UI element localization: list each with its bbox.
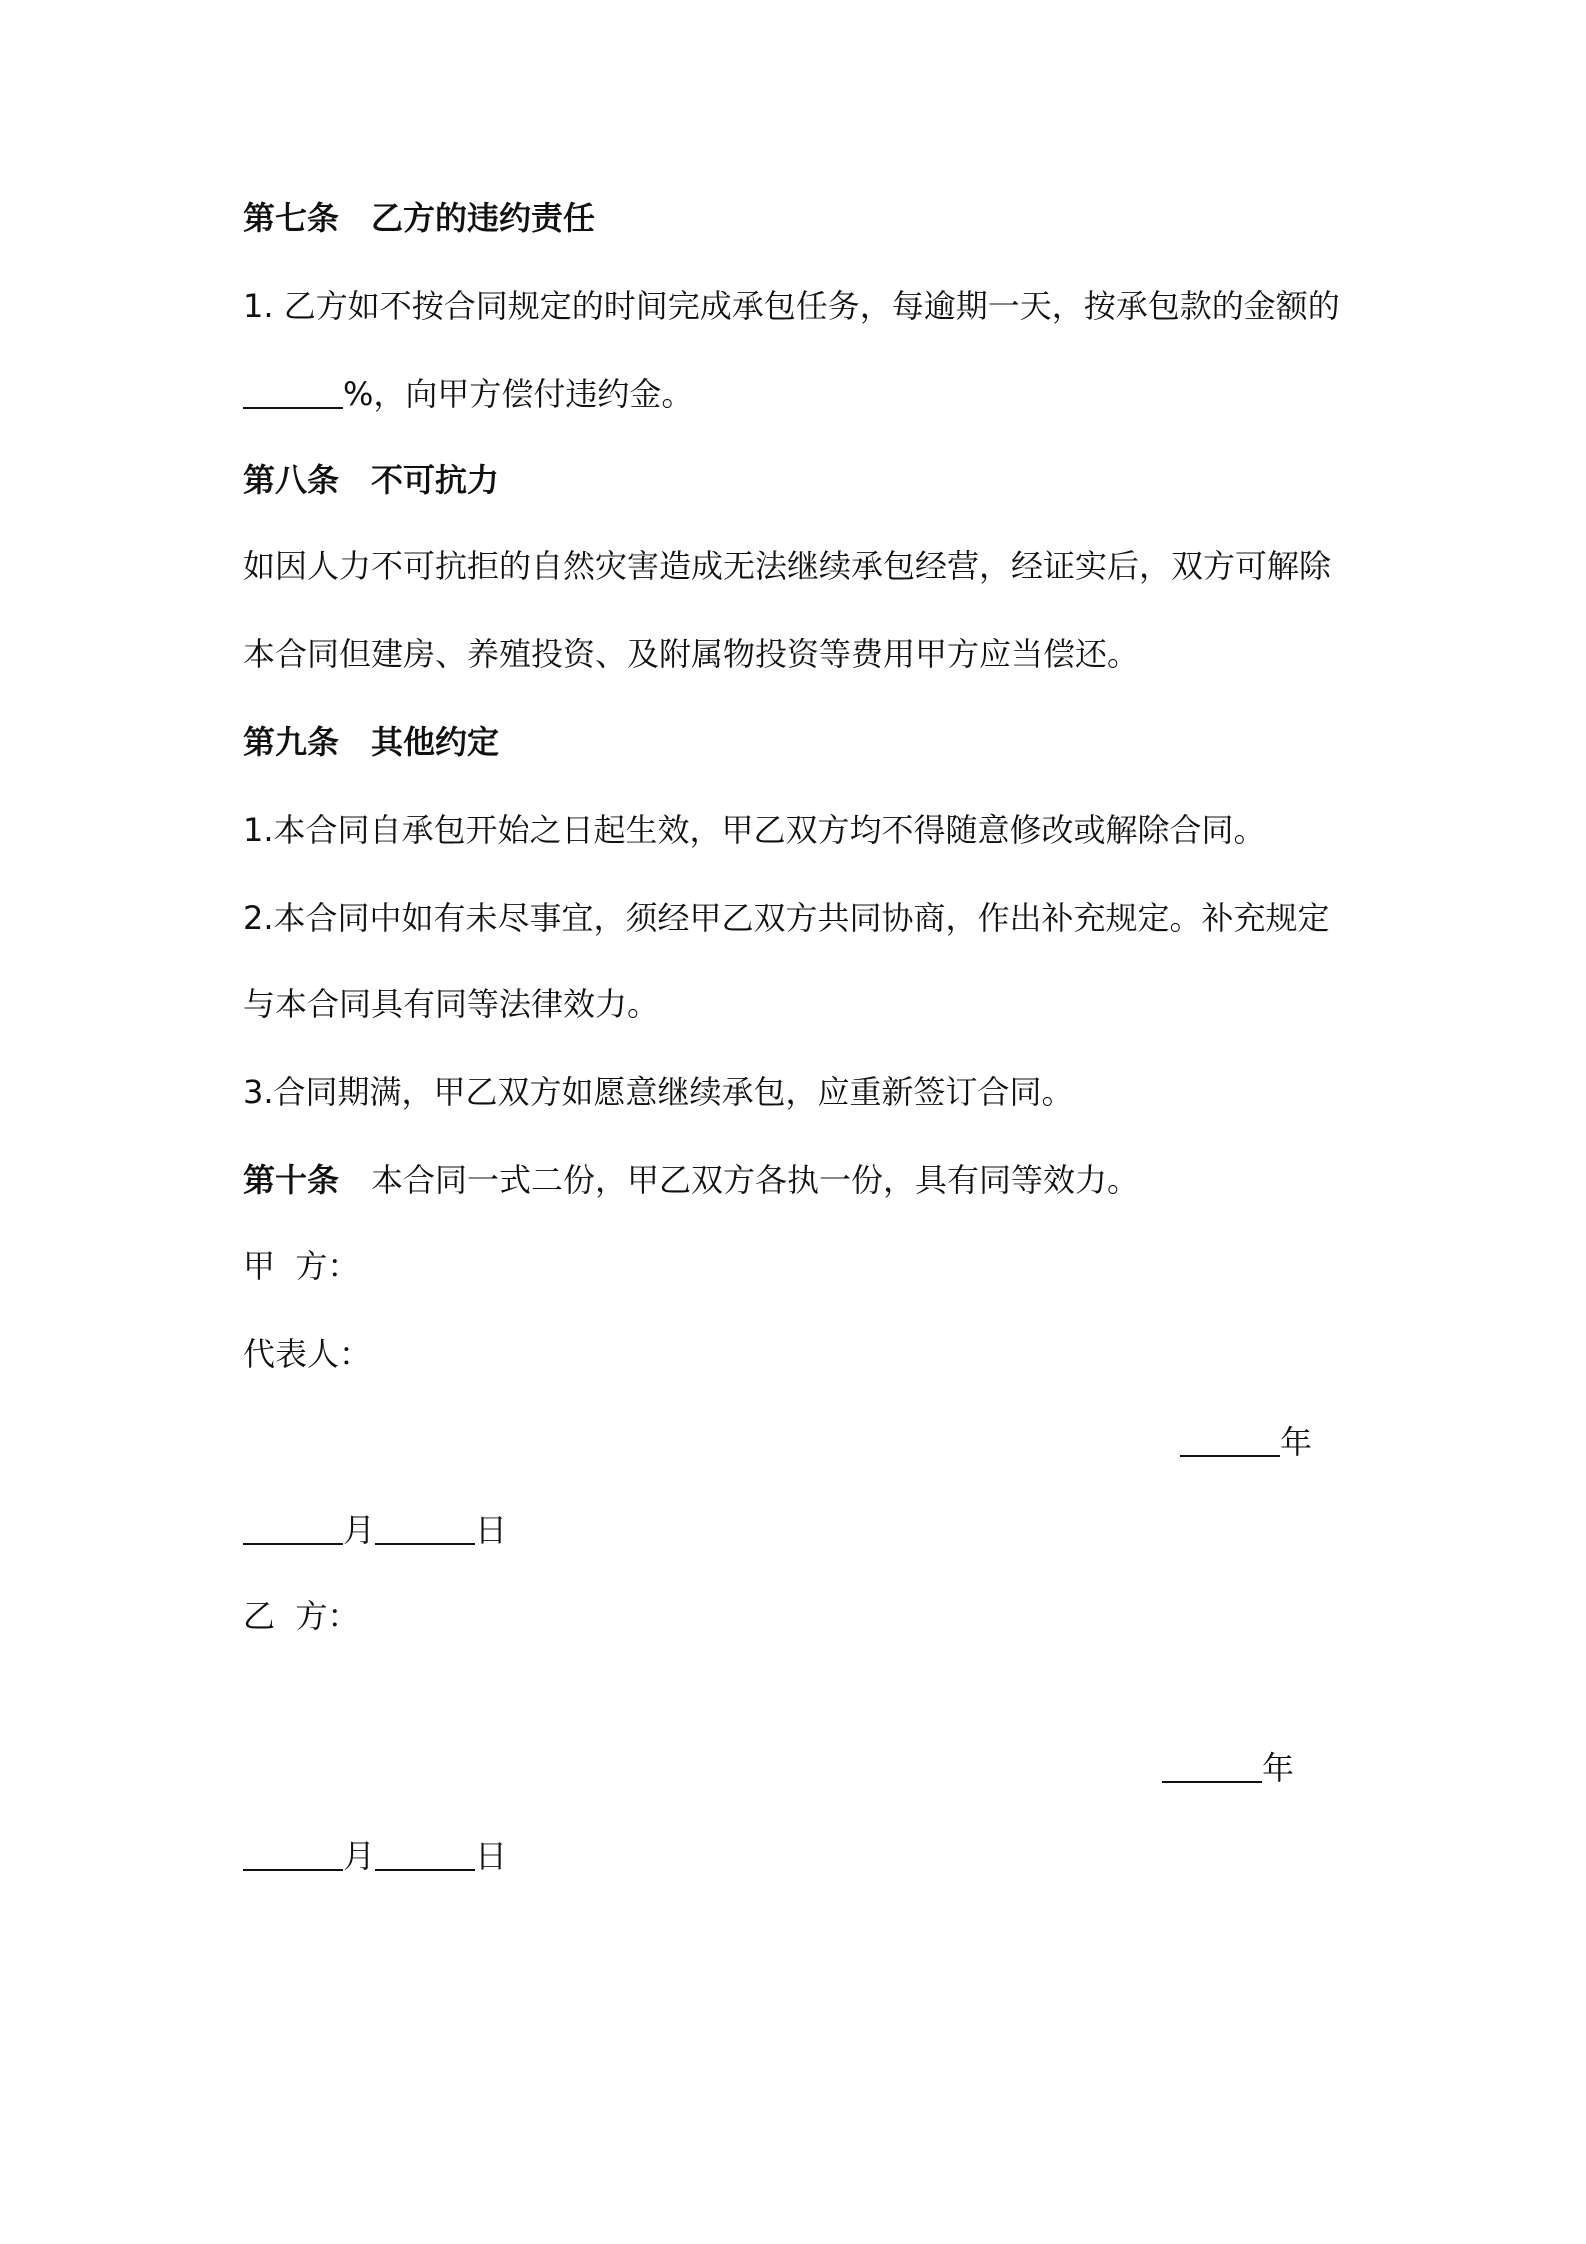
party-b-label: 乙 方：: [243, 1597, 360, 1635]
party-a-representative-label: 代表人：: [243, 1335, 372, 1373]
article-7-number: 第七条: [243, 199, 340, 237]
party-a-month-day-line: [243, 1510, 507, 1550]
party-a-year-label: 年: [1280, 1423, 1313, 1461]
article-9-item-2-line-1: 2.本合同中如有未尽事宜，须经甲乙双方共同协商，作出补充规定。补充规定: [243, 899, 1330, 937]
party-a-month-blank: [243, 1513, 343, 1545]
article-9-number: 第九条: [243, 723, 340, 761]
article-9-title: 其他约定: [371, 723, 500, 761]
article-8-line-2: 本合同但建房、养殖投资、及附属物投资等费用甲方应当偿还。: [243, 635, 1140, 673]
article-7-title: 乙方的违约责任: [371, 199, 596, 237]
article-7-heading: [243, 198, 595, 238]
article-9-item-3: 3.合同期满，甲乙双方如愿意继续承包，应重新签订合同。: [243, 1073, 1074, 1111]
penalty-rate-blank: [243, 377, 343, 409]
party-b-month-day-line: [243, 1836, 507, 1876]
party-a-label: 甲 方：: [243, 1247, 360, 1285]
article-7-paragraph-line-2-text: %，向甲方偿付违约金。: [343, 375, 694, 413]
party-b-year-label: 年: [1262, 1749, 1295, 1787]
party-a-year-line: [1180, 1422, 1312, 1462]
article-7-paragraph-line-2: [243, 374, 693, 414]
party-b-day-label: 日: [475, 1837, 508, 1875]
party-a-day-blank: [375, 1513, 475, 1545]
article-8-line-1: 如因人力不可抗拒的自然灾害造成无法继续承包经营，经证实后，双方可解除: [243, 547, 1332, 585]
party-b-day-blank: [375, 1839, 475, 1871]
party-a-month-label: 月: [343, 1511, 376, 1549]
article-8-title: 不可抗力: [371, 461, 500, 499]
article-7-paragraph-line-1: 1. 乙方如不按合同规定的时间完成承包任务，每逾期一天，按承包款的金额的: [243, 287, 1340, 325]
article-10-number: 第十条: [243, 1161, 340, 1199]
article-10-line: [243, 1160, 1139, 1200]
party-a-day-label: 日: [475, 1511, 508, 1549]
article-9-item-2-line-2: 与本合同具有同等法律效力。: [243, 985, 660, 1023]
article-8-heading: [243, 460, 499, 500]
party-b-year-line: [1162, 1748, 1294, 1788]
party-b-year-blank: [1162, 1751, 1262, 1783]
article-9-heading: [243, 722, 499, 762]
party-b-month-blank: [243, 1839, 343, 1871]
article-10-text: 本合同一式二份，甲乙双方各执一份，具有同等效力。: [371, 1161, 1140, 1199]
party-b-month-label: 月: [343, 1837, 376, 1875]
article-9-item-1: 1.本合同自承包开始之日起生效，甲乙双方均不得随意修改或解除合同。: [243, 811, 1266, 849]
party-a-year-blank: [1180, 1425, 1280, 1457]
article-8-number: 第八条: [243, 461, 340, 499]
